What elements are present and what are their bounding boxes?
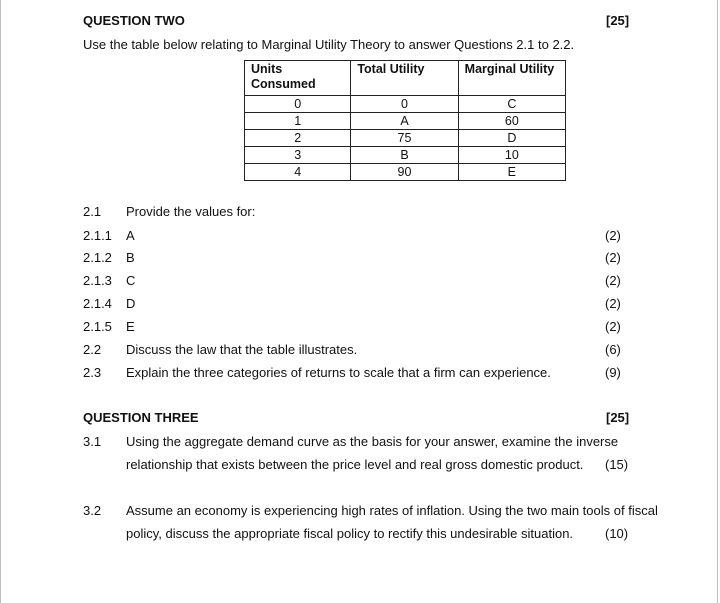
item-marks: (2) <box>605 228 621 243</box>
item-text-line2: policy, discuss the appropriate fiscal policy to rectify this undesirable situation. <box>126 526 574 541</box>
item-number: 2.1.3 <box>83 273 112 288</box>
item-number: 2.1.1 <box>83 228 112 243</box>
table-cell: 1 <box>245 113 351 130</box>
item-number: 2.1.4 <box>83 296 112 311</box>
table-row <box>245 130 566 147</box>
item-marks: (15) <box>605 457 629 472</box>
question-three-marks: [25] <box>606 410 630 425</box>
table-row <box>245 147 566 164</box>
item-marks: (2) <box>605 273 621 288</box>
table-row <box>245 164 566 181</box>
item-text: D <box>126 296 136 311</box>
question-two-intro: Use the table below relating to Marginal Utility Theory to answer Questions 2.1 to 2.2. <box>83 37 575 52</box>
table-cell: 0 <box>351 96 458 113</box>
item-text: Explain the three categories of returns to scale that a firm can experience. <box>126 365 551 380</box>
header-units-consumed: Units Consumed <box>245 61 351 96</box>
table-cell: D <box>458 130 565 147</box>
header-marginal-utility: Marginal Utility <box>458 61 565 96</box>
table-row <box>245 113 566 130</box>
item-text-line1: Assume an economy is experiencing high rates of inflation. Using the two main tools of fiscal <box>126 503 658 518</box>
table-cell: 3 <box>245 147 351 164</box>
table-cell: 10 <box>458 147 565 164</box>
table-cell: 75 <box>351 130 458 147</box>
table-header-row <box>245 61 566 96</box>
item-number: 2.2 <box>83 342 102 357</box>
table-cell: 4 <box>245 164 351 181</box>
item-marks: (10) <box>605 526 629 541</box>
item-text: E <box>126 319 135 334</box>
item-marks: (9) <box>605 365 621 380</box>
item-marks: (2) <box>605 319 621 334</box>
table-cell: E <box>458 164 565 181</box>
item-text-line2: relationship that exists between the price level and real gross domestic product. <box>126 457 584 472</box>
item-text: B <box>126 250 135 265</box>
item-text-line1: Using the aggregate demand curve as the basis for your answer, examine the inverse <box>126 434 619 449</box>
table-cell: 60 <box>458 113 565 130</box>
item-marks: (2) <box>605 296 621 311</box>
table-cell: 90 <box>351 164 458 181</box>
item-number: 3.1 <box>83 434 102 449</box>
item-marks: (2) <box>605 250 621 265</box>
table-cell: 0 <box>245 96 351 113</box>
item-number: 2.3 <box>83 365 102 380</box>
item-text: Discuss the law that the table illustrates. <box>126 342 358 357</box>
item-text: Provide the values for: <box>126 204 256 219</box>
table-cell: 2 <box>245 130 351 147</box>
item-number: 3.2 <box>83 503 102 518</box>
table-cell: B <box>351 147 458 164</box>
header-total-utility: Total Utility <box>351 61 458 96</box>
item-text: C <box>126 273 136 288</box>
question-two-title: QUESTION TWO <box>83 13 185 28</box>
item-number: 2.1 <box>83 204 102 219</box>
item-marks: (6) <box>605 342 621 357</box>
table-row <box>245 96 566 113</box>
table-cell: C <box>458 96 565 113</box>
marginal-utility-table <box>244 60 566 181</box>
item-text: A <box>126 228 135 243</box>
item-number: 2.1.5 <box>83 319 112 334</box>
table-cell: A <box>351 113 458 130</box>
question-two-marks: [25] <box>606 13 630 28</box>
question-three-title: QUESTION THREE <box>83 410 199 425</box>
item-number: 2.1.2 <box>83 250 112 265</box>
